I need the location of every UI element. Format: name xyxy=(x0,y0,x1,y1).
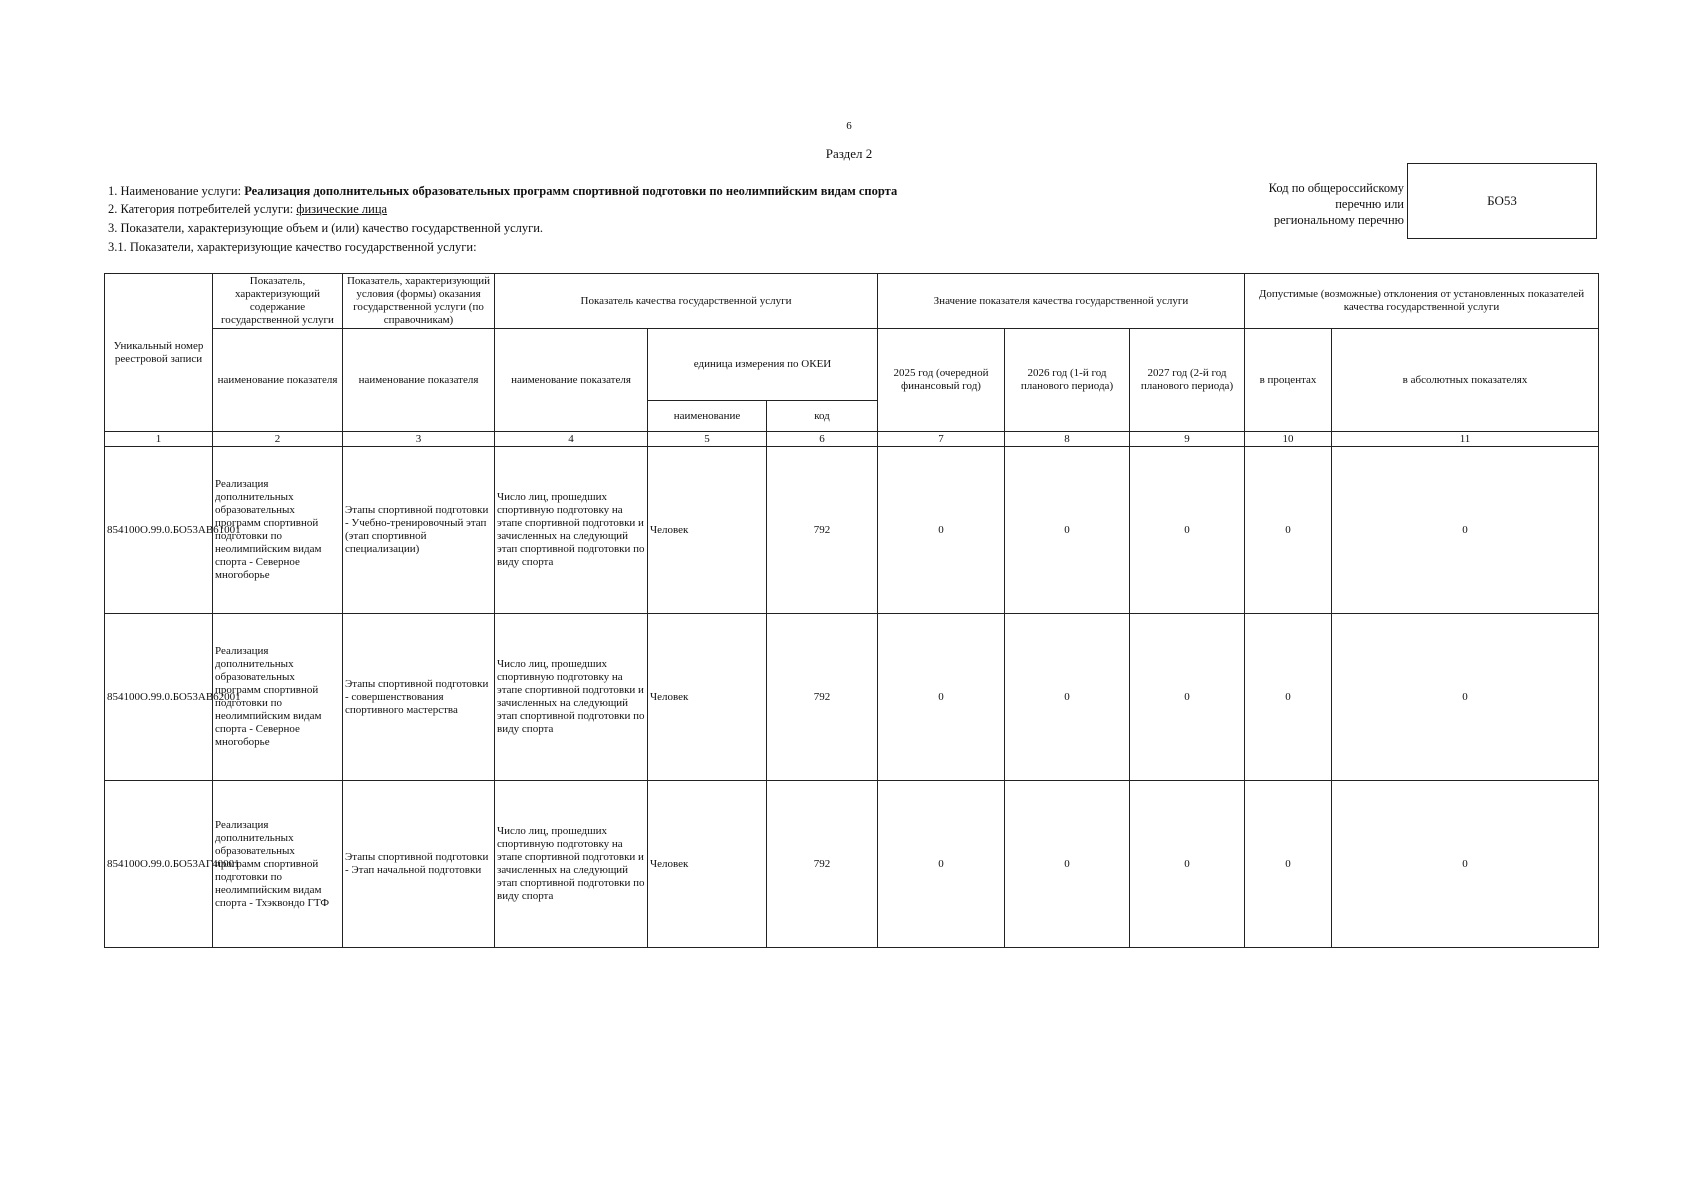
header-unit-code: код xyxy=(814,409,830,422)
header-cell xyxy=(495,274,878,329)
header-cell xyxy=(343,274,495,329)
column-number: 9 xyxy=(1130,432,1245,447)
registry-code-label-line: перечню или xyxy=(1335,197,1404,211)
page-number: 6 xyxy=(846,120,852,132)
unit-name-cell: Человек xyxy=(648,447,767,614)
unit-code-cell: 792 xyxy=(767,614,878,781)
header-indicator-name: наименование показателя xyxy=(511,373,631,386)
value-2027-cell: 0 xyxy=(1130,447,1245,614)
quality-indicators-table xyxy=(104,273,1599,948)
header-cell xyxy=(105,274,213,432)
header-row xyxy=(105,329,1599,401)
header-cell xyxy=(1245,329,1332,432)
value-2027-cell: 0 xyxy=(1130,781,1245,948)
header-indicator-name: наименование показателя xyxy=(217,373,338,386)
header-cell xyxy=(878,274,1245,329)
header-year-2026: 2026 год (1-й год планового периода) xyxy=(1020,367,1114,392)
consumer-category-line xyxy=(108,202,387,217)
header-conditions-indicator: Показатель, характеризующий условия (формы) оказания государственной услуги (по справочникам) xyxy=(346,275,491,326)
section-title: Раздел 2 xyxy=(825,146,873,161)
column-number: 1 xyxy=(105,432,213,447)
consumer-category-value: физические лица xyxy=(296,202,388,216)
value-2026-cell: 0 xyxy=(1005,614,1130,781)
deviation-percent-cell: 0 xyxy=(1245,614,1332,781)
value-2027-cell: 0 xyxy=(1130,614,1245,781)
table-row xyxy=(105,614,1599,781)
unit-name-cell: Человек xyxy=(648,614,767,781)
column-number: 8 xyxy=(1005,432,1130,447)
registry-id-cell: 854100О.99.0.БО53АГ40001 xyxy=(105,781,213,948)
deviation-absolute-cell: 0 xyxy=(1332,781,1599,948)
column-number: 5 xyxy=(648,432,767,447)
header-cell xyxy=(1005,329,1130,432)
header-indicator-value: Значение показателя качества государственной услуги xyxy=(933,294,1189,307)
service-name-label: 1. Наименование услуги: xyxy=(108,184,242,198)
value-2025-cell: 0 xyxy=(878,781,1005,948)
header-cell xyxy=(1245,274,1599,329)
header-in-percent: в процентах xyxy=(1259,373,1317,386)
registry-code-label-line: региональному перечню xyxy=(1273,213,1404,227)
service-name-value: Реализация дополнительных образовательных программ спортивной подготовки по неолимпийским видам спорта xyxy=(244,184,898,198)
header-in-absolute: в абсолютных показателях xyxy=(1402,373,1528,386)
header-year-2025: 2025 год (очередной финансовый год) xyxy=(893,367,989,392)
quality-indicators-heading: 3.1. Показатели, характеризующие качество государственной услуги: xyxy=(108,240,477,254)
quality-indicator-cell: Число лиц, прошедших спортивную подготовку на этапе спортивной подготовки и зачисленных на следующий этап спортивной подготовки по виду спорта xyxy=(495,447,648,614)
column-number: 10 xyxy=(1245,432,1332,447)
indicators-heading: 3. Показатели, характеризующие объем и (или) качество государственной услуги. xyxy=(108,221,544,235)
conditions-indicator-cell: Этапы спортивной подготовки - Учебно-тренировочный этап (этап спортивной специализации) xyxy=(343,447,495,614)
column-number: 3 xyxy=(343,432,495,447)
header-unique-number: Уникальный номер реестровой записи xyxy=(113,339,204,365)
registry-code-label xyxy=(1230,180,1404,228)
header-quality-indicator: Показатель качества государственной услуги xyxy=(580,294,792,307)
conditions-indicator-cell: Этапы спортивной подготовки - совершенствования спортивного мастерства xyxy=(343,614,495,781)
deviation-absolute-cell: 0 xyxy=(1332,447,1599,614)
header-cell xyxy=(213,329,343,432)
header-cell xyxy=(767,401,878,432)
header-row xyxy=(105,274,1599,329)
column-number: 2 xyxy=(213,432,343,447)
consumer-category-label: 2. Категория потребителей услуги: xyxy=(108,202,294,216)
service-name-line xyxy=(108,184,897,199)
column-number-row xyxy=(105,432,1599,447)
header-content-indicator: Показатель, характеризующий содержание государственной услуги xyxy=(221,275,334,326)
header-cell xyxy=(343,329,495,432)
deviation-absolute-cell: 0 xyxy=(1332,614,1599,781)
registry-code-box xyxy=(1407,163,1597,239)
header-cell xyxy=(213,274,343,329)
deviation-percent-cell: 0 xyxy=(1245,447,1332,614)
conditions-indicator-cell: Этапы спортивной подготовки - Этап начальной подготовки xyxy=(343,781,495,948)
column-number: 4 xyxy=(495,432,648,447)
registry-id-cell: 854100О.99.0.БО53АВ61001 xyxy=(105,447,213,614)
header-cell xyxy=(648,329,878,401)
column-number: 11 xyxy=(1332,432,1599,447)
header-year-2027: 2027 год (2-й год планового периода) xyxy=(1140,367,1234,392)
quality-indicator-cell: Число лиц, прошедших спортивную подготовку на этапе спортивной подготовки и зачисленных на следующий этап спортивной подготовки по виду спорта xyxy=(495,614,648,781)
value-2025-cell: 0 xyxy=(878,447,1005,614)
unit-code-cell: 792 xyxy=(767,781,878,948)
header-cell xyxy=(1130,329,1245,432)
header-okei-unit: единица измерения по ОКЕИ xyxy=(693,358,832,370)
column-number: 6 xyxy=(767,432,878,447)
value-2025-cell: 0 xyxy=(878,614,1005,781)
unit-code-cell: 792 xyxy=(767,447,878,614)
value-2026-cell: 0 xyxy=(1005,447,1130,614)
unit-name-cell: Человек xyxy=(648,781,767,948)
header-cell xyxy=(495,329,648,432)
header-unit-name: наименование xyxy=(673,409,741,422)
content-indicator-cell: Реализация дополнительных образовательных программ спортивной подготовки по неолимпийским видам спорта - Тхэквондо ГТФ xyxy=(213,781,343,948)
registry-code-value: БО53 xyxy=(1487,193,1517,208)
registry-id-cell: 854100О.99.0.БО53АВ62001 xyxy=(105,614,213,781)
deviation-percent-cell: 0 xyxy=(1245,781,1332,948)
header-cell xyxy=(648,401,767,432)
value-2026-cell: 0 xyxy=(1005,781,1130,948)
table-row xyxy=(105,781,1599,948)
column-number: 7 xyxy=(878,432,1005,447)
header-cell xyxy=(1332,329,1599,432)
registry-code-label-line: Код по общероссийскому xyxy=(1268,181,1404,195)
header-cell xyxy=(878,329,1005,432)
content-indicator-cell: Реализация дополнительных образовательных программ спортивной подготовки по неолимпийским видам спорта - Северное многоборье xyxy=(213,447,343,614)
header-deviation: Допустимые (возможные) отклонения от установленных показателей качества государственной услуги xyxy=(1258,288,1585,313)
quality-indicator-cell: Число лиц, прошедших спортивную подготовку на этапе спортивной подготовки и зачисленных на следующий этап спортивной подготовки по виду спорта xyxy=(495,781,648,948)
header-indicator-name: наименование показателя xyxy=(358,373,479,386)
table-row xyxy=(105,447,1599,614)
content-indicator-cell: Реализация дополнительных образовательных программ спортивной подготовки по неолимпийским видам спорта - Северное многоборье xyxy=(213,614,343,781)
